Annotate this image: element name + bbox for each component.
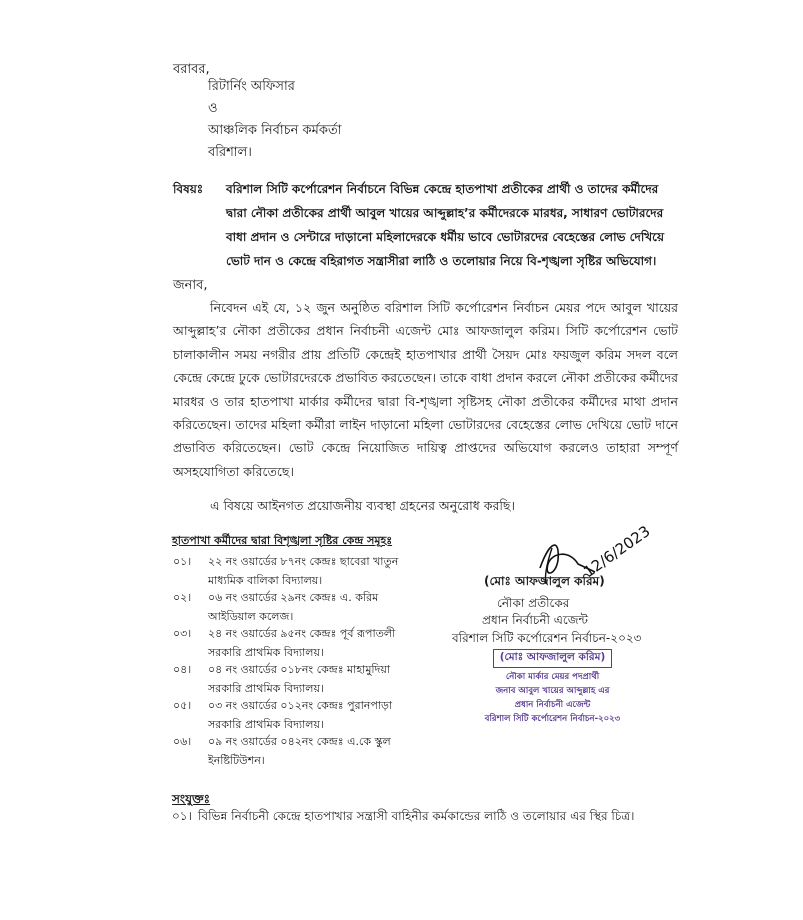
center-line-2: আইডিয়াল কলেজ। bbox=[208, 610, 294, 623]
subject-line-4: ভোট দান ও কেন্দ্রে বহিরাগত সন্ত্রাসীরা লাঠি ও তলোয়ার নিয়ে বি-শৃঙ্খলা সৃষ্টির অভিযোগ। bbox=[226, 254, 657, 268]
stamp-line-1: নৌকা মার্কার মেয়র পদপ্রার্থী bbox=[505, 672, 600, 682]
center-number: ০২। bbox=[173, 591, 192, 604]
signature-name: (মোঃ আফজালুল করিম) bbox=[484, 574, 605, 588]
centers-heading: হাতপাখা কর্মীদের দ্বারা বিশৃঙ্খলা সৃষ্টির কেন্দ্র সমূহঃ bbox=[172, 534, 393, 547]
center-number: ০১। bbox=[173, 555, 192, 568]
center-line-2: ইনষ্টিটিউশন। bbox=[208, 754, 265, 767]
center-line-2: সরকারি প্রাথমিক বিদ্যালয়। bbox=[208, 682, 324, 695]
center-line-1: ২৪ নং ওয়ার্ডের ৯৫নং কেন্দ্রঃ পূর্ব রূপাতলী bbox=[208, 627, 396, 640]
center-line-1: ০৩ নং ওয়ার্ডের ০১২নং কেন্দ্রঃ পুরানপাড়া bbox=[208, 699, 393, 712]
center-line-1: ০৯ নং ওয়ার্ডের ০৪২নং কেন্দ্রঃ এ.কে স্কুল bbox=[208, 735, 391, 748]
stamp-name: (মোঃ আফজালুল করিম) bbox=[493, 649, 613, 668]
official-stamp bbox=[450, 645, 655, 726]
center-number: ০৬। bbox=[173, 735, 192, 748]
signature-title-1: নৌকা প্রতীকের bbox=[497, 596, 570, 610]
subject-label: বিষয়ঃ bbox=[173, 182, 204, 196]
attachment-label: সংযুক্তঃ bbox=[172, 792, 211, 806]
stamp-line-4: বরিশাল সিটি কর্পোরেশন নির্বাচন-২০২৩ bbox=[484, 714, 621, 724]
center-number: ০৩। bbox=[173, 627, 192, 640]
greeting: জনাব, bbox=[173, 278, 208, 293]
attachment-number: ০১। bbox=[172, 809, 192, 823]
subject-line-3: বাধা প্রদান ও সেন্টারে দাড়ানো মহিলাদেরকে ধর্মীয় ভাবে ভোটারদের বেহেস্তের লোভ দেখিয়ে bbox=[226, 230, 665, 244]
subject-line-1: বরিশাল সিটি কর্পোরেশন নির্বাচনে বিভিন্ন কেন্দ্রে হাতপাখা প্রতীকের প্রার্থী ও তাদের কর্মীদের bbox=[226, 182, 659, 196]
recipient-line-1: রিটার্নিং অফিসার bbox=[208, 79, 295, 94]
signature-title-3: বরিশাল সিটি কর্পোরেশন নির্বাচন-২০২৩ bbox=[452, 631, 642, 645]
request-line: এ বিষয়ে আইনগত প্রয়োজনীয় ব্যবস্থা গ্রহনের অনুরোধ করছি। bbox=[210, 498, 515, 513]
center-line-1: ০৪ নং ওয়ার্ডের ০১৮নং কেন্দ্রঃ মাহামুদিয়া bbox=[208, 663, 391, 676]
stamp-line-2: জনাব আবুল খায়ের আব্দুল্লাহ এর bbox=[495, 686, 610, 696]
attachment-text: বিভিন্ন নির্বাচনী কেন্দ্রে হাতপাখার সন্ত্রাসী বাহিনীর কর্মকান্ডের লাঠি ও তলোয়ার এর স্থির চিত্র। bbox=[198, 809, 635, 823]
stamp-line-3: প্রধান নির্বাচনী এজেন্ট bbox=[514, 700, 591, 710]
subject-line-2: দ্বারা নৌকা প্রতীকের প্রার্থী আবুল খায়ের আব্দুল্লাহ’র কর্মীদেরকে মারধর, সাধারণ ভোটারদের bbox=[226, 206, 664, 220]
recipient-line-3: আঞ্চলিক নির্বাচন কর্মকর্তা bbox=[208, 123, 342, 138]
body-paragraph: নিবেদন এই যে, ১২ জুন অনুষ্ঠিত বরিশাল সিটি কর্পোরেশন নির্বাচন মেয়র পদে আবুল খায়ের আব্দুল্লাহ’র নৌকা প্রতীকের প্রধান নির্বাচনী এজেন্ট মোঃ আফজালুল করিম। সিটি কর্পোরেশন ভোট চালাকালীন সময় নগরীর প্রায় প্রতিটি কেন্দ্রেই হাতপাখার প্রার্থী সৈয়দ মোঃ ফয়জুল করিম সদল বলে কেন্দ্রে কেন্দ্রে ঢুকে ভোটারদেরকে প্রভাবিত করতেছেন। তাকে বাধা প্রদান করলে নৌকা প্রতীকের কর্মীদের মারধর ও তার হাতপাখা মার্কার কর্মীদের দ্বারা বি-শৃঙ্খলা সৃষ্টিসহ নৌকা প্রতীকের কর্মীদের মাথা প্রদান করিতেছেন। তাদের মহিলা কর্মীরা লাইন দাড়ানো মহিলা ভোটারদের বেহেস্তের লোভ দেখিয়ে ভোট দানে প্রভাবিত করিতেছেন। ভোট কেন্দ্রে নিয়োজিত দায়িত্ব প্রাপ্তদের অভিযোগ করলেও তাহারা সম্পূর্ণ অসহযোগিতা করিতেছে। bbox=[173, 300, 678, 479]
center-line-1: ০৬ নং ওয়ার্ডের ২৯নং কেন্দ্রঃ এ. করিম bbox=[208, 591, 379, 604]
signature-date: 12/6/2023 bbox=[580, 522, 654, 581]
signature-title-2: প্রধান নির্বাচনী এজেন্ট bbox=[482, 613, 588, 627]
center-line-2: মাধ্যমিক বালিকা বিদ্যালয়। bbox=[208, 574, 323, 587]
center-line-1: ২২ নং ওয়ার্ডের ৮৭নং কেন্দ্রঃ ছাবেরা খাতুন bbox=[208, 555, 399, 568]
recipient-line-2: ও bbox=[208, 101, 218, 116]
center-line-2: সরকারি প্রাথমিক বিদ্যালয়। bbox=[208, 718, 324, 731]
recipient-line-4: বরিশাল। bbox=[208, 145, 252, 160]
salutation-to: বরাবর, bbox=[173, 62, 210, 77]
center-number: ০৫। bbox=[173, 699, 192, 712]
center-number: ০৪। bbox=[173, 663, 192, 676]
center-line-2: সরকারি প্রাথমিক বিদ্যালয়। bbox=[208, 646, 324, 659]
